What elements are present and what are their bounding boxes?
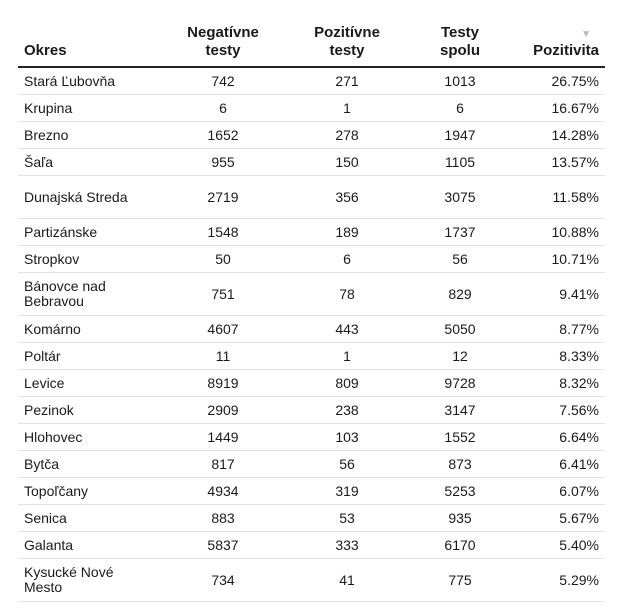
table-row xyxy=(18,478,605,505)
table-row xyxy=(18,176,605,219)
cell-testy-spolu: 6170 xyxy=(406,532,514,559)
cell-okres: Bánovce nad Bebravou xyxy=(18,273,158,316)
column-header-negativne-line2: testy xyxy=(205,42,241,59)
cell-testy-spolu: 9728 xyxy=(406,370,514,397)
table-body xyxy=(18,67,605,602)
cell-pozitivne-testy: 150 xyxy=(288,149,406,176)
cell-pozitivne-testy: 319 xyxy=(288,478,406,505)
cell-okres: Bytča xyxy=(18,451,158,478)
table-row xyxy=(18,451,605,478)
cell-testy-spolu: 56 xyxy=(406,246,514,273)
cell-okres: Topoľčany xyxy=(18,478,158,505)
cell-pozitivita: 6.41% xyxy=(514,451,605,478)
cell-pozitivita: 7.56% xyxy=(514,397,605,424)
table-row xyxy=(18,95,605,122)
cell-pozitivita: 13.57% xyxy=(514,149,605,176)
column-header-pozitivita[interactable] xyxy=(514,24,605,67)
cell-pozitivne-testy: 278 xyxy=(288,122,406,149)
cell-pozitivita: 5.29% xyxy=(514,559,605,602)
cell-okres: Stará Ľubovňa xyxy=(18,67,158,95)
cell-pozitivita: 8.33% xyxy=(514,343,605,370)
cell-negativne-testy: 11 xyxy=(158,343,288,370)
cell-pozitivne-testy: 443 xyxy=(288,316,406,343)
cell-okres: Kysucké Nové Mesto xyxy=(18,559,158,602)
cell-testy-spolu: 775 xyxy=(406,559,514,602)
cell-pozitivne-testy: 238 xyxy=(288,397,406,424)
cell-pozitivita: 10.88% xyxy=(514,219,605,246)
table-row xyxy=(18,273,605,316)
cell-negativne-testy: 883 xyxy=(158,505,288,532)
table-row xyxy=(18,532,605,559)
column-header-okres-label: Okres xyxy=(24,42,67,59)
cell-negativne-testy: 734 xyxy=(158,559,288,602)
cell-testy-spolu: 1105 xyxy=(406,149,514,176)
cell-pozitivne-testy: 41 xyxy=(288,559,406,602)
cell-negativne-testy: 2909 xyxy=(158,397,288,424)
column-header-pozitivne-testy[interactable] xyxy=(288,24,406,67)
cell-pozitivne-testy: 6 xyxy=(288,246,406,273)
cell-pozitivita: 26.75% xyxy=(514,67,605,95)
cell-pozitivne-testy: 271 xyxy=(288,67,406,95)
cell-negativne-testy: 8919 xyxy=(158,370,288,397)
table-row xyxy=(18,67,605,95)
cell-pozitivita: 11.58% xyxy=(514,176,605,219)
table-row xyxy=(18,505,605,532)
cell-okres: Partizánske xyxy=(18,219,158,246)
table-row xyxy=(18,219,605,246)
column-header-okres[interactable] xyxy=(18,24,158,67)
cell-negativne-testy: 4607 xyxy=(158,316,288,343)
cell-pozitivne-testy: 189 xyxy=(288,219,406,246)
cell-negativne-testy: 751 xyxy=(158,273,288,316)
cell-negativne-testy: 6 xyxy=(158,95,288,122)
table-row xyxy=(18,149,605,176)
cell-testy-spolu: 6 xyxy=(406,95,514,122)
cell-okres: Dunajská Streda xyxy=(18,176,158,219)
cell-testy-spolu: 1737 xyxy=(406,219,514,246)
cell-negativne-testy: 955 xyxy=(158,149,288,176)
cell-negativne-testy: 5837 xyxy=(158,532,288,559)
cell-pozitivita: 8.32% xyxy=(514,370,605,397)
cell-pozitivita: 9.41% xyxy=(514,273,605,316)
table-row xyxy=(18,122,605,149)
cell-pozitivita: 6.64% xyxy=(514,424,605,451)
table-header-row xyxy=(18,24,605,67)
cell-okres: Pezinok xyxy=(18,397,158,424)
column-header-pozitivne-line1: Pozitívne xyxy=(314,24,380,41)
cell-okres: Hlohovec xyxy=(18,424,158,451)
cell-pozitivita: 5.40% xyxy=(514,532,605,559)
cell-testy-spolu: 12 xyxy=(406,343,514,370)
cell-pozitivne-testy: 1 xyxy=(288,95,406,122)
cell-pozitivita: 14.28% xyxy=(514,122,605,149)
cell-okres: Stropkov xyxy=(18,246,158,273)
table-row xyxy=(18,343,605,370)
column-header-spolu-line2: spolu xyxy=(440,42,480,59)
cell-pozitivita: 6.07% xyxy=(514,478,605,505)
cell-negativne-testy: 742 xyxy=(158,67,288,95)
table-row xyxy=(18,370,605,397)
cell-negativne-testy: 1652 xyxy=(158,122,288,149)
cell-negativne-testy: 1449 xyxy=(158,424,288,451)
table-row xyxy=(18,246,605,273)
cell-pozitivita: 16.67% xyxy=(514,95,605,122)
cell-testy-spolu: 935 xyxy=(406,505,514,532)
cell-okres: Šaľa xyxy=(18,149,158,176)
table-row xyxy=(18,397,605,424)
cell-pozitivita: 10.71% xyxy=(514,246,605,273)
cell-testy-spolu: 829 xyxy=(406,273,514,316)
cell-pozitivne-testy: 333 xyxy=(288,532,406,559)
cell-okres: Komárno xyxy=(18,316,158,343)
cell-testy-spolu: 3075 xyxy=(406,176,514,219)
cell-negativne-testy: 1548 xyxy=(158,219,288,246)
cell-pozitivita: 5.67% xyxy=(514,505,605,532)
column-header-pozitivita-label: Pozitivita xyxy=(533,42,599,59)
cell-okres: Krupina xyxy=(18,95,158,122)
cell-negativne-testy: 817 xyxy=(158,451,288,478)
cell-testy-spolu: 5253 xyxy=(406,478,514,505)
district-test-table xyxy=(18,24,605,602)
cell-pozitivne-testy: 1 xyxy=(288,343,406,370)
column-header-negativne-testy[interactable] xyxy=(158,24,288,67)
table-row xyxy=(18,424,605,451)
table-row xyxy=(18,316,605,343)
column-header-spolu-line1: Testy xyxy=(440,24,480,41)
cell-pozitivne-testy: 78 xyxy=(288,273,406,316)
cell-pozitivne-testy: 809 xyxy=(288,370,406,397)
table-row xyxy=(18,559,605,602)
cell-okres: Senica xyxy=(18,505,158,532)
cell-testy-spolu: 1552 xyxy=(406,424,514,451)
cell-testy-spolu: 1013 xyxy=(406,67,514,95)
cell-testy-spolu: 1947 xyxy=(406,122,514,149)
cell-pozitivne-testy: 56 xyxy=(288,451,406,478)
data-table-container xyxy=(18,24,605,602)
cell-negativne-testy: 2719 xyxy=(158,176,288,219)
cell-testy-spolu: 3147 xyxy=(406,397,514,424)
cell-okres: Poltár xyxy=(18,343,158,370)
cell-okres: Brezno xyxy=(18,122,158,149)
cell-negativne-testy: 50 xyxy=(158,246,288,273)
cell-pozitivita: 8.77% xyxy=(514,316,605,343)
cell-testy-spolu: 873 xyxy=(406,451,514,478)
cell-okres: Galanta xyxy=(18,532,158,559)
cell-pozitivne-testy: 103 xyxy=(288,424,406,451)
cell-negativne-testy: 4934 xyxy=(158,478,288,505)
cell-testy-spolu: 5050 xyxy=(406,316,514,343)
sort-descending-icon[interactable]: ▼ xyxy=(581,29,591,40)
cell-pozitivne-testy: 356 xyxy=(288,176,406,219)
cell-pozitivne-testy: 53 xyxy=(288,505,406,532)
column-header-pozitivne-line2: testy xyxy=(329,42,365,59)
column-header-negativne-line1: Negatívne xyxy=(187,24,259,41)
column-header-testy-spolu[interactable] xyxy=(406,24,514,67)
cell-okres: Levice xyxy=(18,370,158,397)
